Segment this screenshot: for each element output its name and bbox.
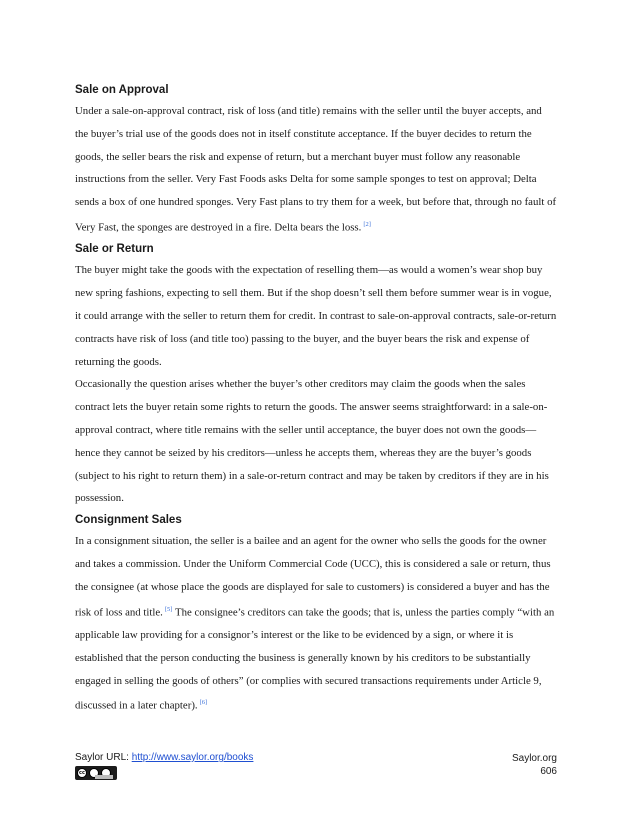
paragraph-consignment-sales: [75, 530, 557, 718]
paragraph-text: The consignee’s creditors can take the goods; that is, unless the parties comply “with an applicable law providing for a consignor’s interest or the like to be evidenced by a sign, or where it is established that the person conducting the business is generally known by his creditors to be substantially engaged in selling the goods of others” (or complies with secured transactions requirements under Article 9, discussed in a later chapter).: [75, 606, 555, 712]
cc-icon: cc: [77, 768, 87, 778]
paragraph-text: Under a sale-on-approval contract, risk of loss (and title) remains with the seller until the buyer accepts, and the buyer’s trial use of the goods does not in itself constitute acceptance. If the buyer decides to return the goods, the seller bears the risk and expense of return, but a merchant buyer must follow any reasonable instructions from the seller. Very Fast Foods asks Delta for some sample sponges to test on approval; Delta sends a box of one hundred sponges. Very Fast plans to try them for a week, but before that, through no fault of Very Fast, the sponges are destroyed in a fire. Delta bears the loss.: [75, 105, 557, 234]
license-strip-icon: [95, 775, 113, 779]
section-heading-sale-on-approval: Sale on Approval: [75, 84, 169, 96]
footer-site: Saylor.org: [511, 753, 557, 764]
paragraph-sale-on-approval: [75, 100, 557, 239]
creative-commons-license-icon[interactable]: [75, 766, 117, 780]
paragraph-sale-or-return-1: The buyer might take the goods with the expectation of reselling them—as would a women’s wear shop buy new spring fashions, expecting to sell them. But if the shop doesn’t sell them before summer wear is in vogue, it could arrange with the seller to return them for credit. In contrast to sale-on-approval contracts, sale-or-return contracts have risk of loss (and title too) passing to the buyer, and the buyer bears the risk and expense of returning the goods.: [75, 264, 557, 368]
footer-source: [75, 752, 253, 763]
section-heading-consignment-sales: Consignment Sales: [75, 514, 182, 527]
section-heading-sale-or-return: Sale or Return: [75, 243, 154, 256]
footer-page-number: 606: [540, 766, 557, 777]
footnote-link[interactable]: [2]: [363, 220, 371, 228]
footer-url-link[interactable]: http://www.saylor.org/books: [131, 752, 254, 763]
page-content: [75, 80, 557, 718]
paragraph-text: In a consignment situation, the seller is a bailee and an agent for the owner who sells the goods for the owner and takes a commission. Under the Uniform Commercial Code (UCC), this is considered a sale or return, thus the consignee (at whose place the goods are displayed for sale to customers) is considered a buyer and has the risk of loss and title.: [75, 535, 551, 619]
footer-url-label: Saylor URL:: [75, 752, 132, 763]
footnote-link[interactable]: [6]: [199, 699, 208, 707]
paragraph-sale-or-return-2: Occasionally the question arises whether the buyer’s other creditors may claim the goods when the sales contract lets the buyer retain some rights to return the goods. The answer seems straightforward: in a sale-on-approval contract, where title remains with the seller until acceptance, the buyer does not own the goods—hence they cannot be seized by his creditors—unless he accepts them, whereas they are the buyer’s goods (subject to his right to return them) in a sale-or-return contract and may be taken by creditors if they are in his possession.: [75, 378, 549, 505]
footer-site-info: [512, 752, 557, 778]
footnote-link[interactable]: [5]: [164, 605, 173, 613]
